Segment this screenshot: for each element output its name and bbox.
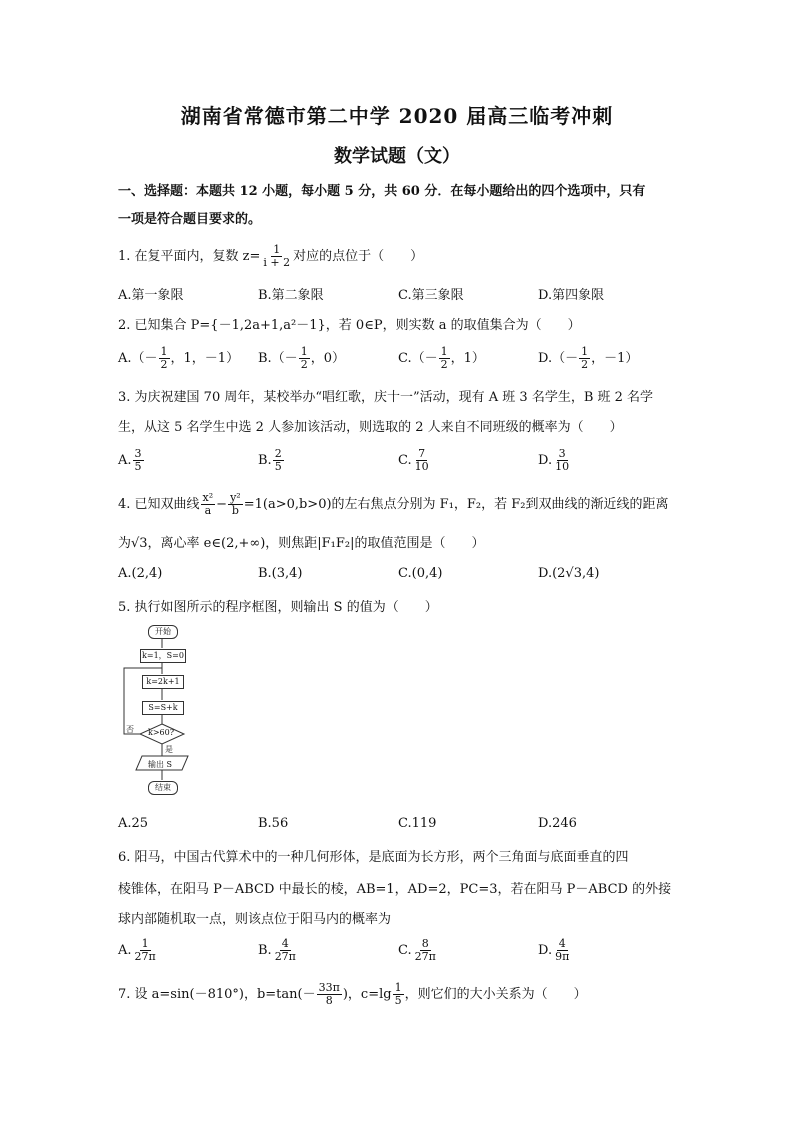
question-4-line1: 4. 已知双曲线 $\frac{\text{x²}}{a}$ − $\frac{\text{y²}}{b}$ =1(a>0,b>0)的左右焦点分别为 F₁，F₂，若 F₂到双曲线的渐近线的距离 — [118, 491, 669, 517]
question-3-line2: 生，从这 5 名学生中选 2 人参加该活动，则选取的 2 人来自不同班级的概率为（ ） — [118, 420, 623, 435]
q5-option-d[interactable]: D.246 — [538, 816, 577, 831]
q3-option-a[interactable]: A. $\frac{3}{5}$ — [118, 447, 142, 473]
q5-option-b[interactable]: B.56 — [258, 816, 289, 831]
q6-option-a[interactable]: A. $\frac{1}{27\pi}$ — [118, 937, 156, 963]
page-subtitle: 数学试题（文） — [334, 146, 460, 167]
flow-condition: k>60? — [148, 728, 175, 737]
flow-step-k: k=2k+1 — [142, 675, 184, 689]
q3-option-c[interactable]: C. $\frac{7}{10}$ — [398, 447, 429, 473]
question-3-line1: 3. 为庆祝建国 70 周年，某校举办“唱红歌，庆十一”活动，现有 A 班 3 名学生，B 班 2 名学 — [118, 390, 654, 405]
q1-option-c[interactable]: C.第三象限 — [398, 288, 464, 303]
flowchart — [110, 620, 210, 805]
question-1 — [118, 244, 423, 269]
flow-step-s: S=S+k — [142, 701, 184, 715]
question-6-line2: 棱锥体，在阳马 P－ABCD 中最长的棱，AB=1，AD=2，PC=3，若在阳马 P－ABCD 的外接 — [118, 882, 672, 897]
q1-suffix: 对应的点位于（ ） — [293, 249, 424, 264]
q1-prefix: 1. 在复平面内，复数 z= — [118, 249, 261, 264]
q2-option-d[interactable]: D.（－ $\frac{1}{2}$ ，－1） — [538, 345, 639, 371]
q1-option-d[interactable]: D.第四象限 — [538, 288, 605, 303]
question-6-line1: 6. 阳马，中国古代算术中的一种几何形体，是底面为长方形，两个三角面与底面垂直的四 — [118, 850, 629, 865]
q5-option-c[interactable]: C.119 — [398, 816, 437, 831]
flow-no-label: 否 — [126, 725, 134, 734]
q6-option-b[interactable]: B. $\frac{4}{27\pi}$ — [258, 937, 296, 963]
section-heading-line2: 一项是符合题目要求的。 — [118, 212, 262, 227]
q6-option-d[interactable]: D. $\frac{4}{9\pi}$ — [538, 937, 570, 963]
q1-option-a[interactable]: A.第一象限 — [118, 288, 184, 303]
section-heading-line1: 一、选择题：本题共 12 小题，每小题 5 分，共 60 分．在每小题给出的四个选项中，只有 — [118, 184, 646, 199]
q3-option-b[interactable]: B. $\frac{2}{5}$ — [258, 447, 282, 473]
q2-option-b[interactable]: B.（－ $\frac{1}{2}$ ，0） — [258, 345, 345, 371]
question-7: 7. 设 a=sin(－810°)，b=tan(－ $\frac{33\pi}{8}$ )，c=lg $\frac{1}{5}$ ，则它们的大小关系为（ ） — [118, 981, 587, 1007]
q4-option-b[interactable]: B.(3,4) — [258, 566, 303, 581]
q5-option-a[interactable]: A.25 — [118, 816, 149, 831]
question-4-line2: 为√3，离心率 e∈(2,+∞)，则焦距|F₁F₂|的取值范围是（ ） — [118, 536, 485, 551]
flow-output: 输出 S — [148, 760, 173, 769]
q4-option-c[interactable]: C.(0,4) — [398, 566, 443, 581]
q1-fraction: $\frac{1}{i + 2}$ — [263, 243, 291, 269]
q1-option-b[interactable]: B.第二象限 — [258, 288, 324, 303]
flow-start: 开始 — [148, 625, 178, 639]
q2-option-c[interactable]: C.（－ $\frac{1}{2}$ ，1） — [398, 345, 485, 371]
q4-option-a[interactable]: A.(2,4) — [118, 566, 163, 581]
flow-init: k=1，S=0 — [140, 649, 186, 663]
q4-option-d[interactable]: D.(2√3,4) — [538, 566, 600, 581]
flow-yes-label: 是 — [165, 745, 173, 754]
question-6-line3: 球内部随机取一点，则该点位于阳马内的概率为 — [118, 912, 392, 927]
page-title: 湖南省常德市第二中学 2020 届高三临考冲刺 — [180, 104, 614, 128]
flow-end: 结束 — [148, 781, 178, 795]
q6-option-c[interactable]: C. $\frac{8}{27\pi}$ — [398, 937, 436, 963]
q2-option-a[interactable]: A.（－ $\frac{1}{2}$ ，1，－1） — [118, 345, 240, 371]
q3-option-d[interactable]: D. $\frac{3}{10}$ — [538, 447, 570, 473]
question-5: 5. 执行如图所示的程序框图，则输出 S 的值为（ ） — [118, 600, 438, 615]
question-2: 2. 已知集合 P={－1,2a+1,a²－1}，若 0∈P，则实数 a 的取值集合为（ ） — [118, 318, 581, 333]
